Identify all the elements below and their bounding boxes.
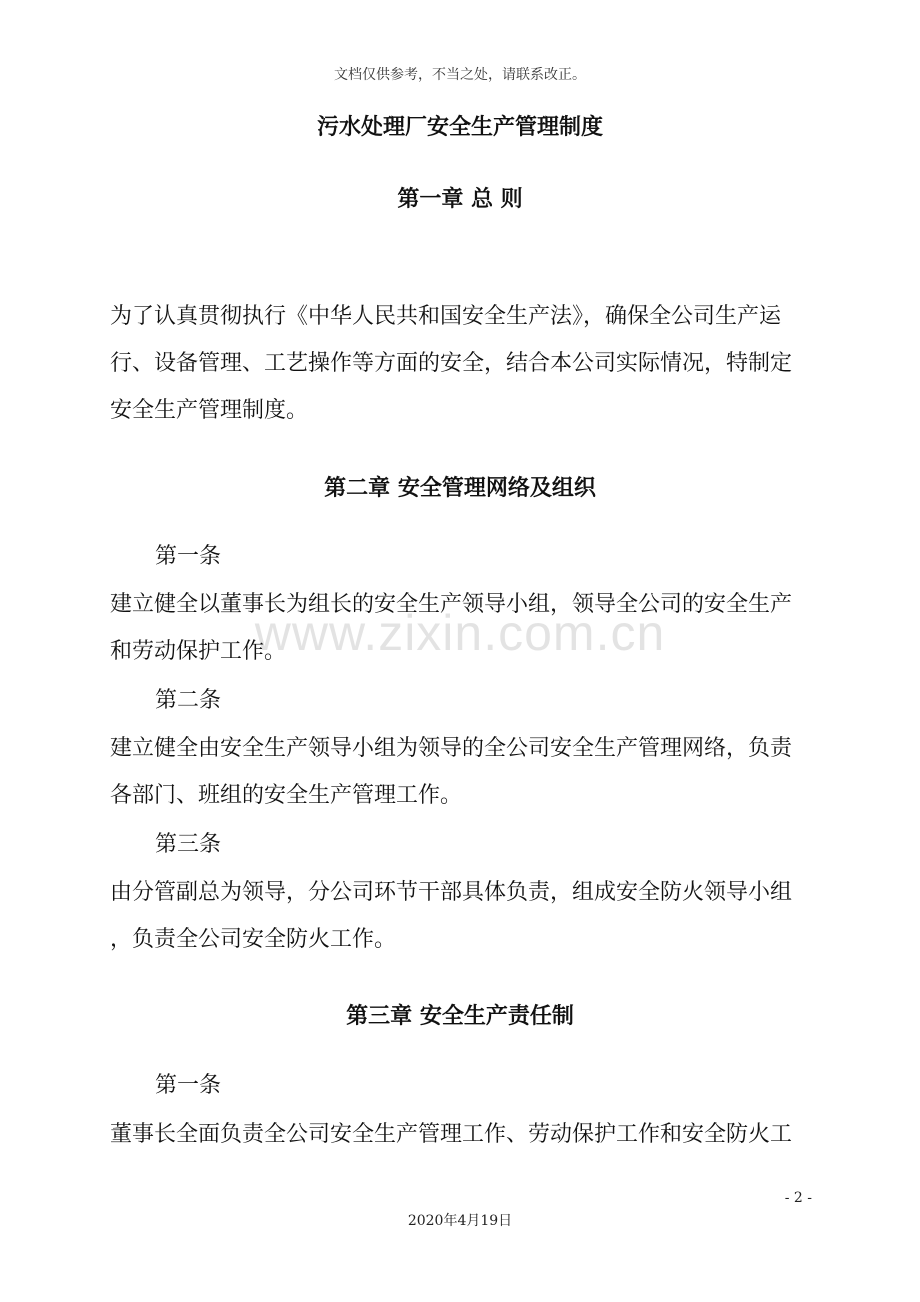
paragraph-line: 行、设备管理、工艺操作等方面的安全，结合本公司实际情况，特制定 [110,351,793,376]
article-label: 第一条 [155,1073,222,1098]
paragraph-line: 建立健全以董事长为组长的安全生产领导小组，领导全公司的安全生产 [110,592,793,617]
paragraph-line: ，负责全公司安全防火工作。 [110,927,397,952]
document-title: 污水处理厂安全生产管理制度 [316,115,603,140]
chapter-1-heading: 第一章 总 则 [397,187,523,212]
chapter-3-heading: 第三章 安全生产责任制 [346,1004,574,1029]
paragraph-line: 为了认真贯彻执行《中华人民共和国安全生产法》，确保全公司生产运 [110,304,782,329]
footer-date: 2020年4月19日 [407,1213,513,1229]
watermark: www.zixin.com.cn [254,605,666,661]
paragraph-line: 董事长全面负责全公司安全生产管理工作、劳动保护工作和安全防火工 [110,1122,793,1147]
page-number: - 2 - [784,1190,812,1206]
article-label: 第三条 [155,832,222,857]
paragraph-line: 安全生产管理制度。 [110,398,309,423]
paragraph-line: 和劳动保护工作。 [110,639,287,664]
paragraph-line: 建立健全由安全生产领导小组为领导的全公司安全生产管理网络，负责 [110,736,793,761]
paragraph-line: 由分管副总为领导，分公司环节干部具体负责，组成安全防火领导小组 [110,880,793,905]
chapter-2-heading: 第二章 安全管理网络及组织 [324,476,596,501]
article-label: 第一条 [155,544,222,569]
paragraph-line: 各部门、班组的安全生产管理工作。 [110,783,463,808]
article-label: 第二条 [155,688,222,713]
header-note: 文档仅供参考，不当之处，请联系改正。 [334,67,586,83]
